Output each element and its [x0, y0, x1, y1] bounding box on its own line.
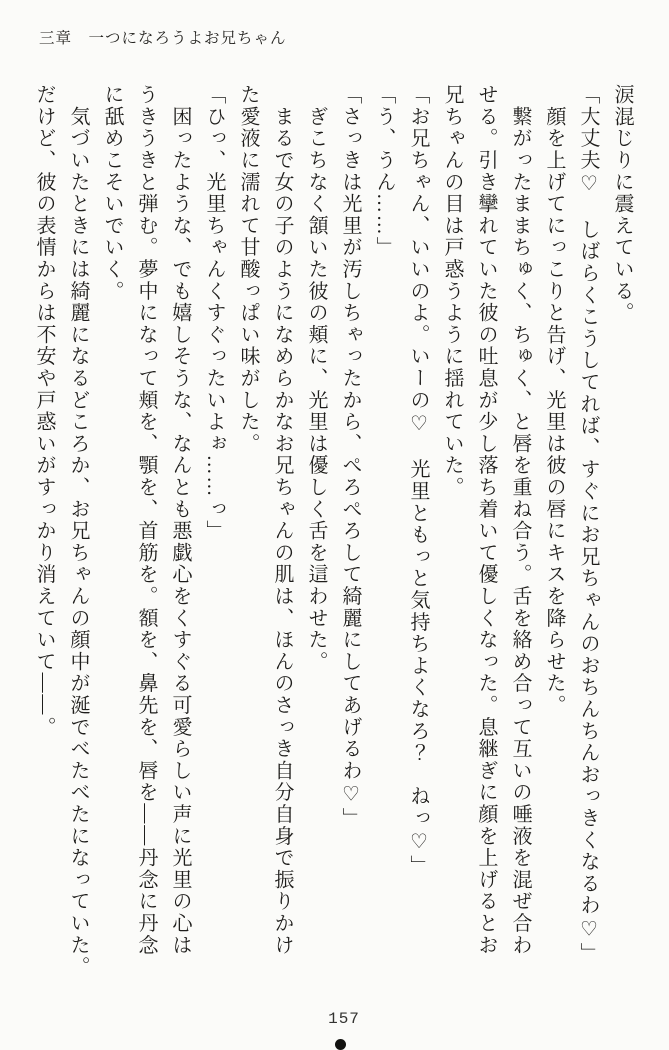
text-column-line: 繋がったままちゅく、ちゅく、と唇を重ね合う。舌を絡め合って互いの唾液を混ぜ合わ — [509, 84, 531, 956]
page-marker-dot — [335, 1039, 346, 1050]
heart-symbol: ♡ — [339, 781, 361, 808]
chapter-header: 三章 一つになろうよお兄ちゃん — [39, 30, 287, 47]
text-column-line: 「大丈夫♡ しばらくこうしてれば、すぐにお兄ちゃんのおちんちんおっきくなるわ♡」 — [577, 84, 599, 965]
text-column-line: 涙混じりに震えている。 — [611, 84, 633, 324]
text-column-line: 「さっきは光里が汚しちゃったから、ぺろぺろして綺麗にしてあげるわ♡」 — [339, 84, 361, 830]
heart-symbol: ♡ — [407, 411, 429, 437]
text-column-line: 困ったような、でも嬉しそうな、なんとも悪戯心をくすぐる可愛らしい声に光里の心は — [169, 84, 191, 956]
text-column-line: 顔を上げてにっこりと告げ、光里は彼の唇にキスを降らせた。 — [543, 84, 565, 717]
heart-symbol: ♡ — [577, 171, 599, 198]
text-column-line: 兄ちゃんの目は戸惑うように揺れていた。 — [441, 84, 463, 499]
page-number: 157 — [328, 1010, 360, 1028]
text-column-line: 「ひっ、光里ちゃんくすぐったいよぉ……っ」 — [203, 84, 225, 542]
page-text-block — [27, 84, 639, 978]
text-column-line: まるで女の子のようになめらかなお兄ちゃんの肌は、ほんのさっき自分自身で振りかけ — [271, 84, 293, 956]
text-column-line: た愛液に濡れて甘酸っぱい味がした。 — [237, 84, 259, 455]
text-column-line: うきうきと弾む。夢中になって頬を、顎を、首筋を。額を、鼻先を、唇を――丹念に丹念 — [135, 84, 157, 956]
heart-symbol: ♡ — [577, 916, 599, 943]
text-column-line: 「お兄ちゃん、いいのよ。いーの♡ 光里ともっと気持ちよくなろ？ ねっ♡」 — [407, 84, 429, 877]
text-column-line: せる。引き攣れていた彼の吐息が少し落ち着いて優しくなった。息継ぎに顔を上げるとお — [475, 84, 497, 956]
text-column-line: 「う、うん……」 — [373, 84, 395, 259]
heart-symbol: ♡ — [407, 829, 429, 856]
text-column-line: 気づいたときには綺麗になるどころか、お兄ちゃんの顔中が涎でべたべたになっていた。 — [67, 84, 89, 978]
text-column-line: ぎこちなく頷いた彼の頬に、光里は優しく舌を這わせた。 — [305, 84, 327, 673]
text-column-line: に舐めこそいでいく。 — [101, 84, 123, 302]
text-column-line: だけど、彼の表情からは不安や戸惑いがすっかり消えていて――。 — [33, 84, 55, 738]
